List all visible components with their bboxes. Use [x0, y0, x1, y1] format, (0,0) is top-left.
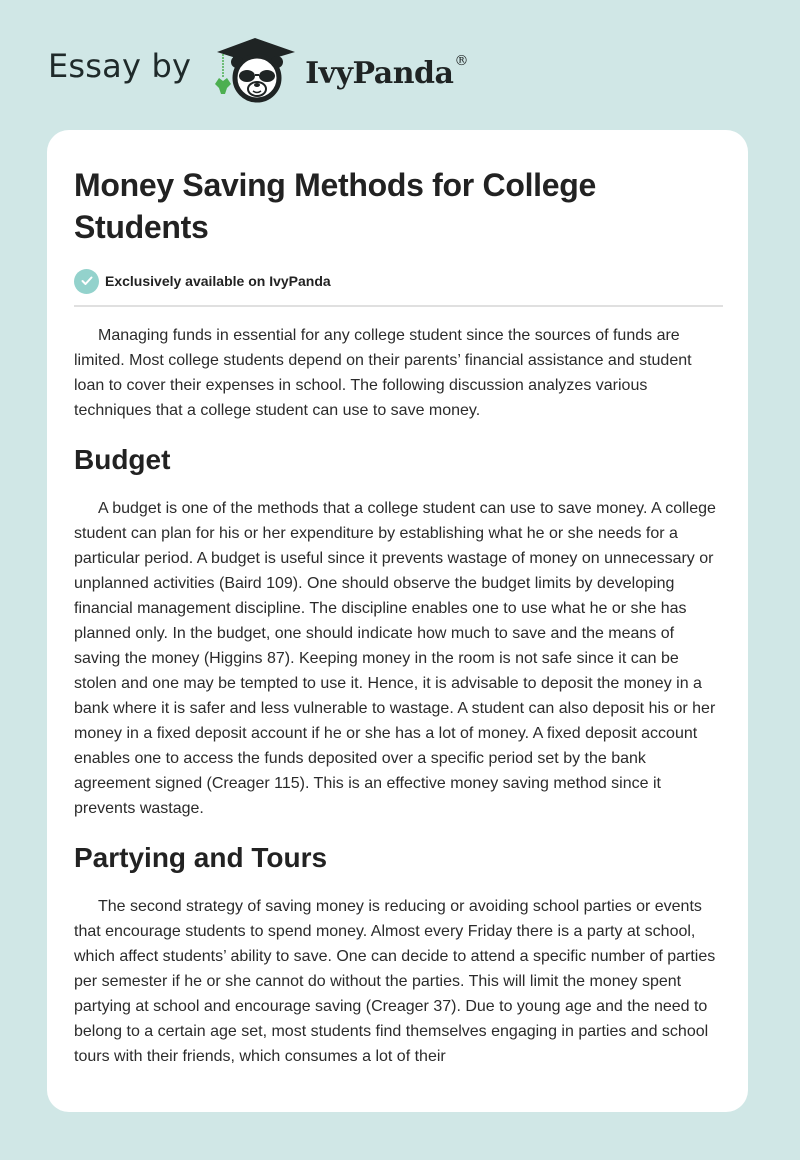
title-divider	[74, 305, 723, 307]
section-heading-budget: Budget	[74, 444, 171, 475]
essay-title: Money Saving Methods for College Students	[74, 167, 597, 245]
exclusive-label: Exclusively available on IvyPanda	[105, 273, 331, 289]
site-header-brand[interactable]	[48, 34, 468, 106]
intro-paragraph: Managing funds in essential for any college student since the sources of funds are limited. Most college students depend on their parents’ financial assistance and student loan to cover their expenses in school. The following discussion analyzes various techniques that a college student can use to save money.	[74, 327, 692, 419]
essay-content	[74, 164, 723, 1069]
check-circle-icon	[74, 269, 99, 294]
section-body-budget: A budget is one of the methods that a college student can use to save money. A college student can plan for his or her expenditure by establishing what he or she needs for a particular period. A budget is useful since it prevents wastage of money on unnecessary or unplanned activities (Baird 109). One should observe the budget limits by developing financial management discipline. The discipline enables one to use what he or she has planned only. In the budget, one should indicate how much to save and the means of saving the money (Higgins 87). Keeping money in the room is not safe since it can be stolen and one may be tempted to use it. Hence, it is advisable to deposit the money in a bank where it is safer and less vulnerable to wastage. A student can also deposit his or her money in a fixed deposit account if he or she has a lot of money. A fixed deposit account enables one to access the funds deposited over a specific period set by the bank agreement signed (Creager 115). This is an effective money saving method since it prevents wastage.	[74, 500, 716, 817]
panda-graduate-logo-icon	[211, 34, 299, 106]
brand-prefix: Essay by	[48, 47, 192, 85]
section-body-partying-and-tours: The second strategy of saving money is reducing or avoiding school parties or events that encourage students to spend money. Almost every Friday there is a party at school, which affect students’ ability to save. One can decide to attend a specific number of parties per semester if he or she cannot do without the parties. This will limit the money spent partying at school and encourage saving (Creager 37). Due to young age and the need to belong to a certain age set, most students find themselves engaging in parties and school tours with their friends, which consumes a lot of their	[74, 898, 716, 1065]
exclusive-badge	[74, 268, 723, 294]
registered-mark: ®	[454, 53, 468, 69]
essay-card	[47, 130, 748, 1112]
brand-name: IvyPanda®	[305, 53, 468, 91]
section-heading-partying-and-tours: Partying and Tours	[74, 842, 328, 873]
